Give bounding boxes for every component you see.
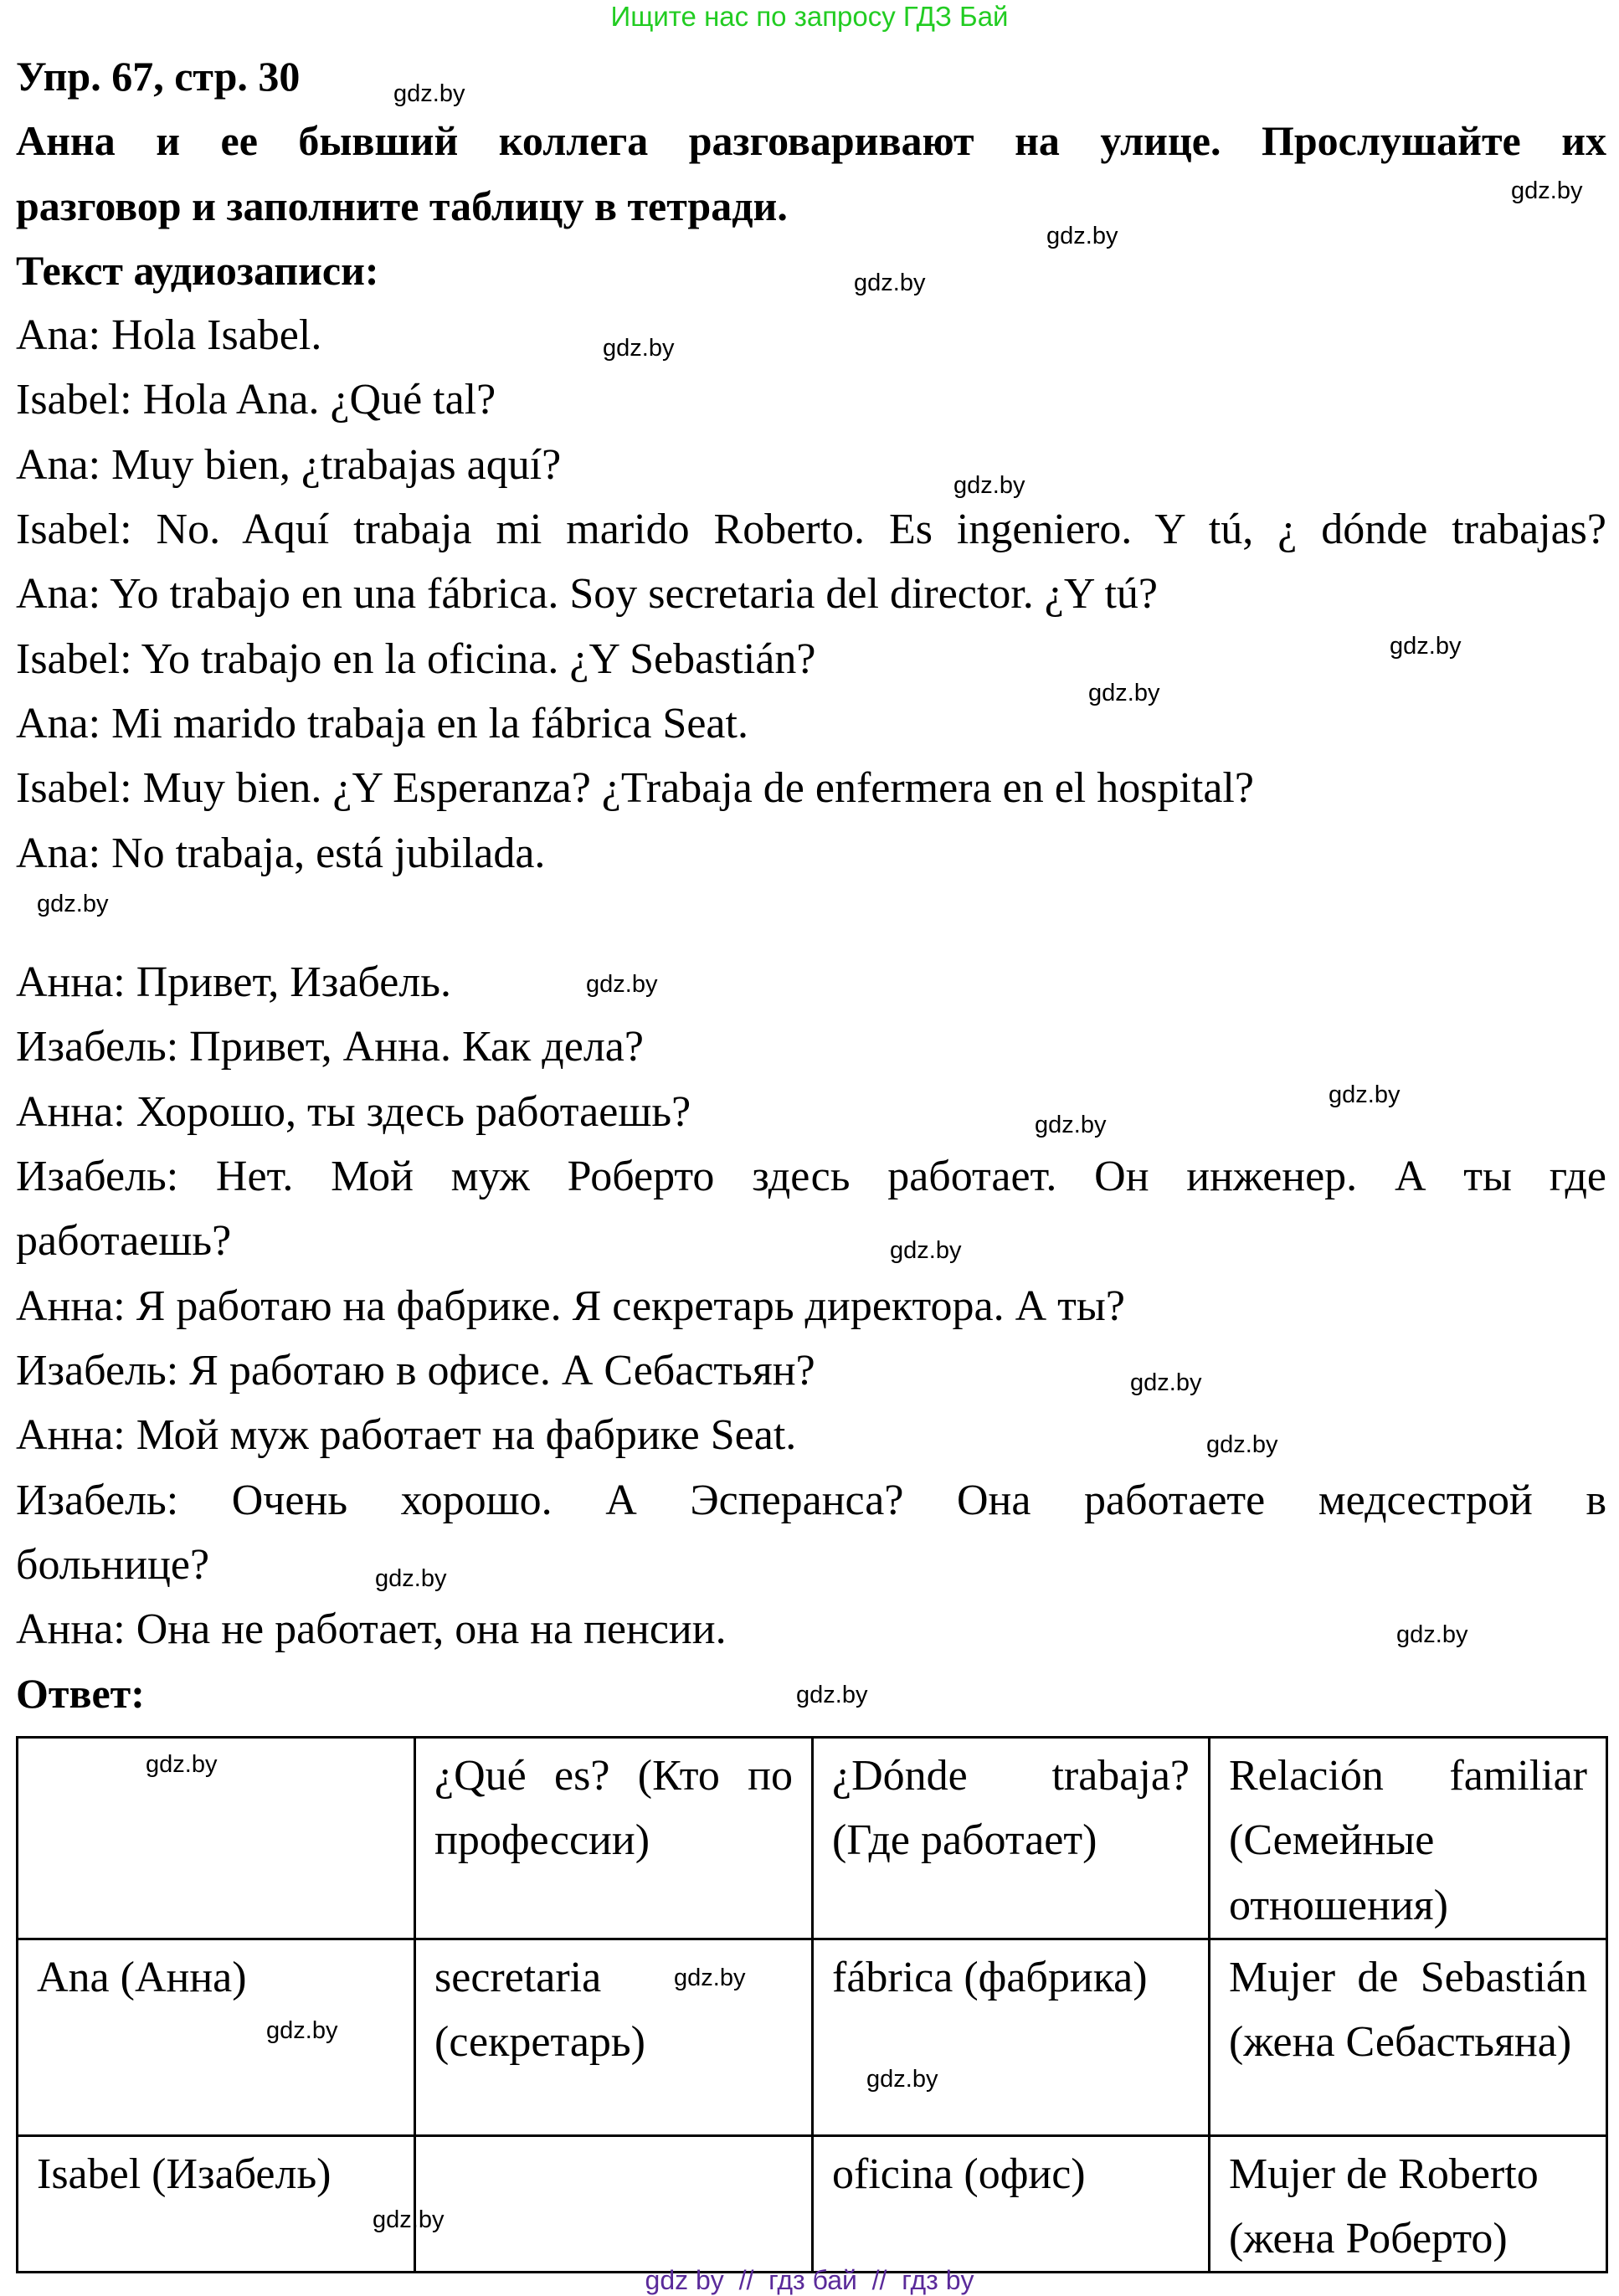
answer-table xyxy=(16,1736,1608,2273)
table-header-row xyxy=(18,1738,1607,1939)
watermark: gdz.by xyxy=(674,1965,746,1991)
table-cell: Mujer de Roberto (жена Роберто) xyxy=(1210,2135,1607,2273)
russian-line: Анна: Мой муж работает на фабрике Seat. xyxy=(16,1411,797,1460)
table-cell xyxy=(415,2135,813,2273)
watermark: gdz.by xyxy=(1035,1112,1107,1138)
russian-line: Анна: Она не работает, она на пенсии. xyxy=(16,1605,727,1654)
watermark: gdz.by xyxy=(953,472,1025,499)
russian-line: Анна: Привет, Изабель. xyxy=(16,958,451,1007)
watermark: gdz.by xyxy=(146,1751,218,1778)
watermark: gdz.by xyxy=(890,1237,962,1264)
spanish-line: Ana: Yo trabajo en una fábrica. Soy secretaria del director. ¿Y tú? xyxy=(16,570,1159,619)
watermark: gdz.by xyxy=(1130,1369,1202,1396)
exercise-heading: Упр. 67, стр. 30 xyxy=(16,53,301,100)
spanish-line: Ana: Muy bien, ¿trabajas aquí? xyxy=(16,440,562,489)
spanish-line: Ana: Hola Isabel. xyxy=(16,311,322,360)
cell-line: (секретарь) xyxy=(434,2018,645,2067)
table-cell xyxy=(415,1939,813,2135)
cell-text: Mujer de Sebastián (жена Себастьяна) xyxy=(1229,1953,1587,2067)
watermark: gdz.by xyxy=(1329,1081,1401,1108)
table-cell: Ana (Анна) xyxy=(18,1939,415,2135)
table-cell xyxy=(1210,1939,1607,2135)
spanish-line: Isabel: Muy bien. ¿Y Esperanza? ¿Trabaja de enfermera en el hospital? xyxy=(16,764,1254,813)
answer-title: Ответ: xyxy=(16,1670,145,1718)
spanish-line: Ana: Mi marido trabaja en la fábrica Seat. xyxy=(16,699,748,747)
document-body xyxy=(16,44,1606,1727)
russian-line: больнице? xyxy=(16,1540,210,1589)
watermark: gdz.by xyxy=(37,891,109,917)
header-text: ¿Qué es? (Кто по профессии) xyxy=(434,1752,793,1865)
watermark: gdz.by xyxy=(1046,223,1118,249)
russian-line: Анна: Я работаю на фабрике. Я секретарь директора. А ты? xyxy=(16,1282,1125,1330)
spanish-line: Isabel: No. Aquí trabaja mi marido Roberto. Es ingeniero. Y tú, ¿ dónde trabajas? xyxy=(16,506,1606,554)
table-row xyxy=(18,1939,1607,2135)
russian-line: Изабель: Очень хорошо. А Эсперанса? Она работаете медсестрой в xyxy=(16,1476,1606,1524)
watermark: gdz.by xyxy=(586,971,658,998)
watermark: gdz.by xyxy=(393,80,465,107)
table-cell: Isabel (Изабель) xyxy=(18,2135,415,2273)
spanish-line: Isabel: Hola Ana. ¿Qué tal? xyxy=(16,376,496,424)
watermark: gdz.by xyxy=(854,270,926,296)
table-row xyxy=(18,2135,1607,2273)
table-header-cell xyxy=(415,1738,813,1939)
watermark: gdz.by xyxy=(1206,1431,1278,1458)
watermark: gdz.by xyxy=(1396,1621,1468,1648)
russian-line: Изабель: Нет. Мой муж Роберто здесь работает. Он инженер. А ты где xyxy=(16,1153,1606,1201)
russian-line: Анна: Хорошо, ты здесь работаешь? xyxy=(16,1087,691,1136)
transcript-title: Текст аудиозаписи: xyxy=(16,246,379,294)
cell-line: secretaria xyxy=(434,1953,602,2001)
task-line: Анна и ее бывший коллега разговаривают на улице. Прослушайте их xyxy=(16,117,1606,165)
header-text: ¿Dónde trabaja? (Где работает) xyxy=(832,1752,1190,1865)
watermark: gdz.by xyxy=(603,335,675,362)
russian-line: Изабель: Привет, Анна. Как дела? xyxy=(16,1023,644,1071)
watermark: gdz.by xyxy=(266,2017,338,2044)
table-cell: oficina (офис) xyxy=(813,2135,1210,2273)
top-banner: Ищите нас по запросу ГДЗ Бай xyxy=(610,1,1009,32)
table-cell: fábrica (фабрика) xyxy=(813,1939,1210,2135)
russian-line: работаешь? xyxy=(16,1217,232,1266)
header-text: Relación familiar (Семейные отношения) xyxy=(1229,1752,1587,1929)
watermark: gdz.by xyxy=(373,2206,445,2233)
watermark: gdz.by xyxy=(796,1682,868,1708)
table-header-cell xyxy=(1210,1738,1607,1939)
watermark: gdz.by xyxy=(1511,177,1583,204)
watermark: gdz.by xyxy=(866,2066,938,2093)
spanish-line: Ana: No trabaja, está jubilada. xyxy=(16,829,546,877)
spanish-line: Isabel: Yo trabajo en la oficina. ¿Y Sebastián? xyxy=(16,634,816,683)
watermark: gdz.by xyxy=(375,1565,447,1592)
footer-watermark: gdz by // гдз бай // гдз by xyxy=(645,2265,974,2295)
watermark: gdz.by xyxy=(1088,680,1160,706)
russian-line: Изабель: Я работаю в офисе. А Себастьян? xyxy=(16,1346,815,1395)
task-line: разговор и заполните таблицу в тетради. xyxy=(16,182,788,229)
table-header-cell xyxy=(813,1738,1210,1939)
watermark: gdz.by xyxy=(1390,633,1462,660)
